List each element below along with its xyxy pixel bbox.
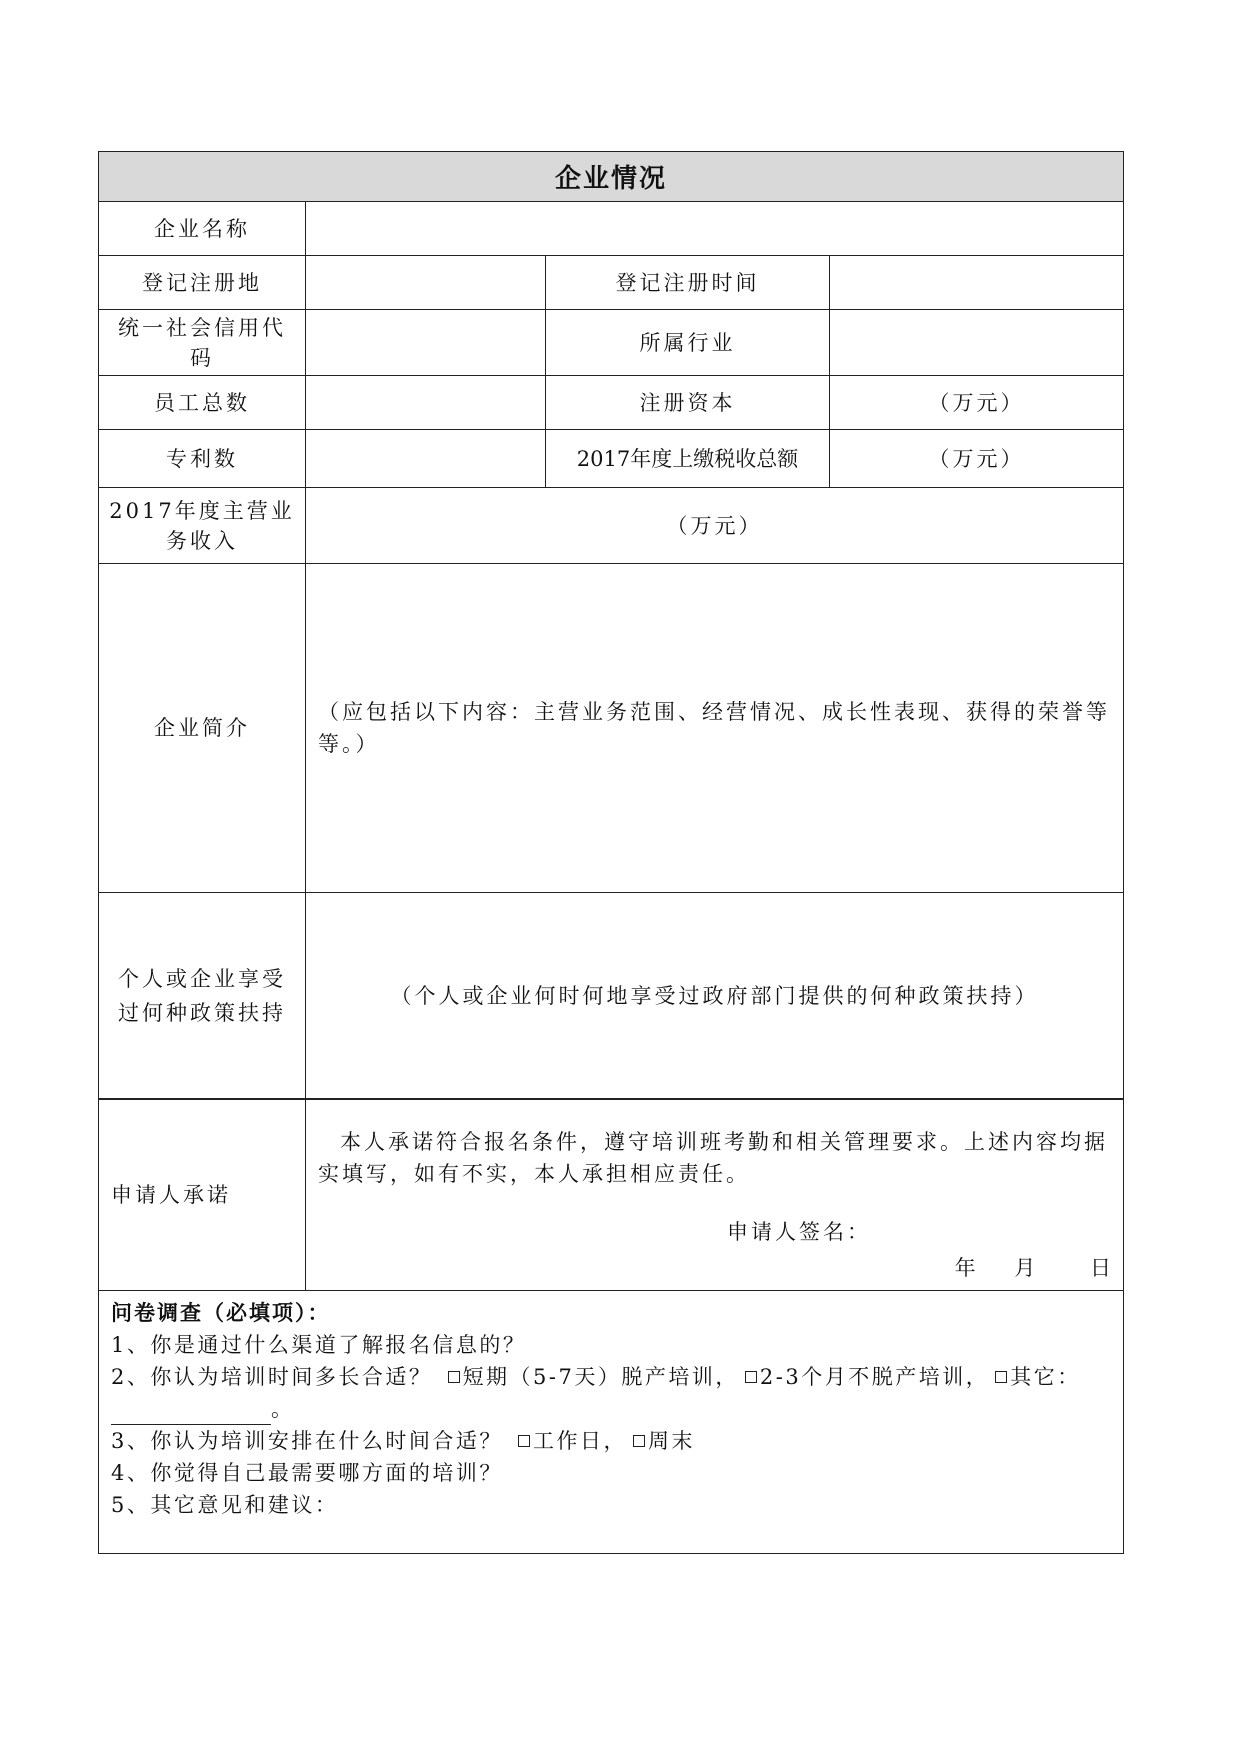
survey-section (99, 1291, 1123, 1553)
date-year: 年 (954, 1256, 976, 1280)
survey-heading: 问卷调查（必填项）： (111, 1300, 331, 1325)
survey-q4: 4、你觉得自己最需要哪方面的培训？ (111, 1461, 503, 1485)
policy-textarea[interactable]: （个人或企业何时何地享受过政府部门提供的何种政策扶持） (390, 983, 1039, 1008)
row-promise (99, 1100, 1123, 1291)
survey-q2-opt3: 其它： (1010, 1365, 1081, 1389)
label-revenue-2017: 2017年度主营业务收入 (99, 488, 306, 563)
label-reg-place: 登记注册地 (99, 256, 306, 309)
row-credit-code (99, 310, 1123, 376)
label-intro: 企业简介 (99, 564, 306, 892)
row-revenue (99, 488, 1123, 564)
reg-capital-unit[interactable]: （万元） (928, 390, 1025, 415)
survey-q2-prefix: 2、你认为培训时间多长合适？ (111, 1365, 433, 1389)
label-company-name: 企业名称 (99, 202, 306, 255)
promise-text: 本人承诺符合报名条件，遵守培训班考勤和相关管理要求。上述内容均据实填写，如有不实，本人承担相应责任。 (318, 1130, 1108, 1186)
checkbox-other[interactable] (995, 1371, 1007, 1383)
label-policy: 个人或企业享受过何种政策扶持 (99, 893, 306, 1098)
checkbox-weekend[interactable] (633, 1435, 645, 1447)
input-industry[interactable] (830, 310, 1123, 375)
survey-q2-end: 。 (271, 1397, 295, 1421)
input-credit-code[interactable] (306, 310, 546, 375)
survey-q2-opt2: 2-3个月不脱产培训， (759, 1365, 990, 1389)
input-patents[interactable] (306, 430, 546, 487)
checkbox-2-3-months[interactable] (745, 1371, 757, 1383)
survey-q1: 1、你是通过什么渠道了解报名信息的？ (111, 1333, 527, 1357)
survey-q3 (111, 1425, 1111, 1457)
survey-q3-opt1: 工作日， (533, 1429, 628, 1453)
signature-label[interactable]: 申请人签名： (727, 1220, 871, 1244)
promise-area (306, 1100, 1123, 1290)
date-month: 月 (1014, 1256, 1036, 1280)
label-credit-code: 统一社会信用代码 (99, 310, 306, 375)
input-reg-place[interactable] (306, 256, 546, 309)
survey-q2 (111, 1361, 1111, 1425)
checkbox-workday[interactable] (518, 1435, 530, 1447)
input-employees[interactable] (306, 376, 546, 429)
input-company-name[interactable] (306, 202, 1123, 255)
tax-2017-unit[interactable]: （万元） (928, 446, 1025, 471)
input-reg-time[interactable] (830, 256, 1123, 309)
row-intro (99, 564, 1123, 893)
other-blank-input[interactable] (111, 1402, 271, 1425)
label-reg-time: 登记注册时间 (546, 256, 830, 309)
row-policy (99, 893, 1123, 1100)
date-day: 日 (1090, 1256, 1111, 1280)
intro-textarea[interactable]: （应包括以下内容：主营业务范围、经营情况、成长性表现、获得的荣誉等等。） (318, 700, 1110, 756)
label-industry: 所属行业 (546, 310, 830, 375)
survey-q2-opt1: 短期（5-7天）脱产培训， (462, 1365, 739, 1389)
label-reg-capital: 注册资本 (546, 376, 830, 429)
label-employees: 员工总数 (99, 376, 306, 429)
row-patents (99, 430, 1123, 488)
survey-q3-prefix: 3、你认为培训安排在什么时间合适？ (111, 1429, 503, 1453)
row-registration (99, 256, 1123, 310)
revenue-2017-unit[interactable]: （万元） (666, 513, 763, 538)
label-patents: 专利数 (99, 430, 306, 487)
row-company-name (99, 202, 1123, 256)
date-line[interactable] (318, 1252, 1111, 1284)
survey-q5: 5、其它意见和建议： (111, 1493, 339, 1517)
row-employees (99, 376, 1123, 430)
row-survey (99, 1291, 1123, 1553)
label-tax-2017: 2017年度上缴税收总额 (546, 430, 830, 487)
label-promise: 申请人承诺 (99, 1100, 306, 1290)
section-title: 企业情况 (99, 152, 1123, 202)
enterprise-form (98, 151, 1124, 1554)
checkbox-short-term[interactable] (448, 1371, 460, 1383)
survey-q3-opt2: 周末 (648, 1429, 696, 1453)
